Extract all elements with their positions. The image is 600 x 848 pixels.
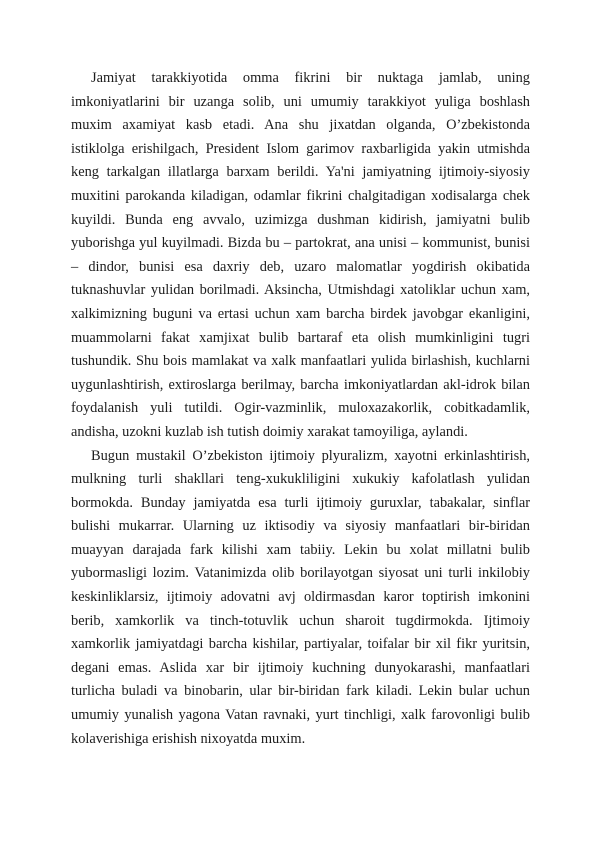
paragraph-2: Bugun mustakil O’zbekiston ijtimoiy plyuralizm, xayotni erkinlashtirish, mulkning turli shakllari teng-xukukliligini xukukiy kafolatlash yulidan bormokda. Bunday jamiyatda esa turli ijtimoiy guruxlar, tabakalar, sinflar bulishi mukarrar. Ularning uz iktisodiy va siyosiy manfaatlari bir-biridan muayyan darajada fark kilishi xam tabiiy. Lekin bu xolat millatni bulib yubormasligi lozim. Vatanimizda olib borilayotgan siyosat uni turli inkilobiy keskinliklarsiz, ijtimoiy adovatni avj oldirmasdan karor toptirish imkonini berib, xamkorlik va tinch-totuvlik uchun sharoit tugdirmokda. Ijtimoiy xamkorlik jamiyatdagi barcha kishilar, partiyalar, toifalar bir xil fikr yuritsin, degani emas. Aslida xar bir ijtimoiy kuchning dunyokarashi, manfaatlari turlicha buladi va binobarin, ular bir-biridan fark kiladi. Lekin bular uchun umumiy yunalish yagona Vatan ravnaki, yurt tinchligi, xalk farovonligi bulib kolaverishiga erishish nixoyatda muxim. [71, 447, 530, 747]
paragraph-1: Jamiyat tarakkiyotida omma fikrini bir nuktaga jamlab, uning imkoniyatlarini bir uzanga solib, uni umumiy tarakkiyot yuliga boshlash muxim axamiyat kasb etadi. Ana shu jixatdan olganda, O’zbekistonda istiklolga erishilgach, President Islom garimov raxbarligida yakin utmishda keng tarkalgan illatlarga barxam berildi. Ya'ni jamiyatning ijtimoiy-siyosiy muxitini parokanda kiladigan, odamlar fikrini chalgitadigan xodisalarga chek kuyildi. Bunda eng avvalo, uzimizga dushman kidirish, jamiyatni bulib yuborishga yul kuyilmadi. Bizda bu – partokrat, ana unisi – kommunist, bunisi – dindor, bunisi esa daxriy deb, uzaro malomatlar yogdirish okibatida tuknashuvlar yulidan borilmadi. Aksincha, Utmishdagi xatoliklar uchun xam, xalkimizning buguni va ertasi uchun xam barcha birdek javobgar ekanligini, muammolarni fakat xamjixat bulib bartaraf eta olish mumkinligini tugri tushundik. Shu bois mamlakat va xalk manfaatlari yulida birlashish, kuchlarni uygunlashtirish, extiroslarga berilmay, barcha imkoniyatlardan akl-idrok bilan foydalanish yuli tutildi. Ogir-vazminlik, muloxazakorlik, cobitkadamlik, andisha, uzokni kuzlab ish tutish doimiy xarakat tamoyiliga, aylandi. [71, 70, 530, 440]
body-text [71, 67, 530, 751]
